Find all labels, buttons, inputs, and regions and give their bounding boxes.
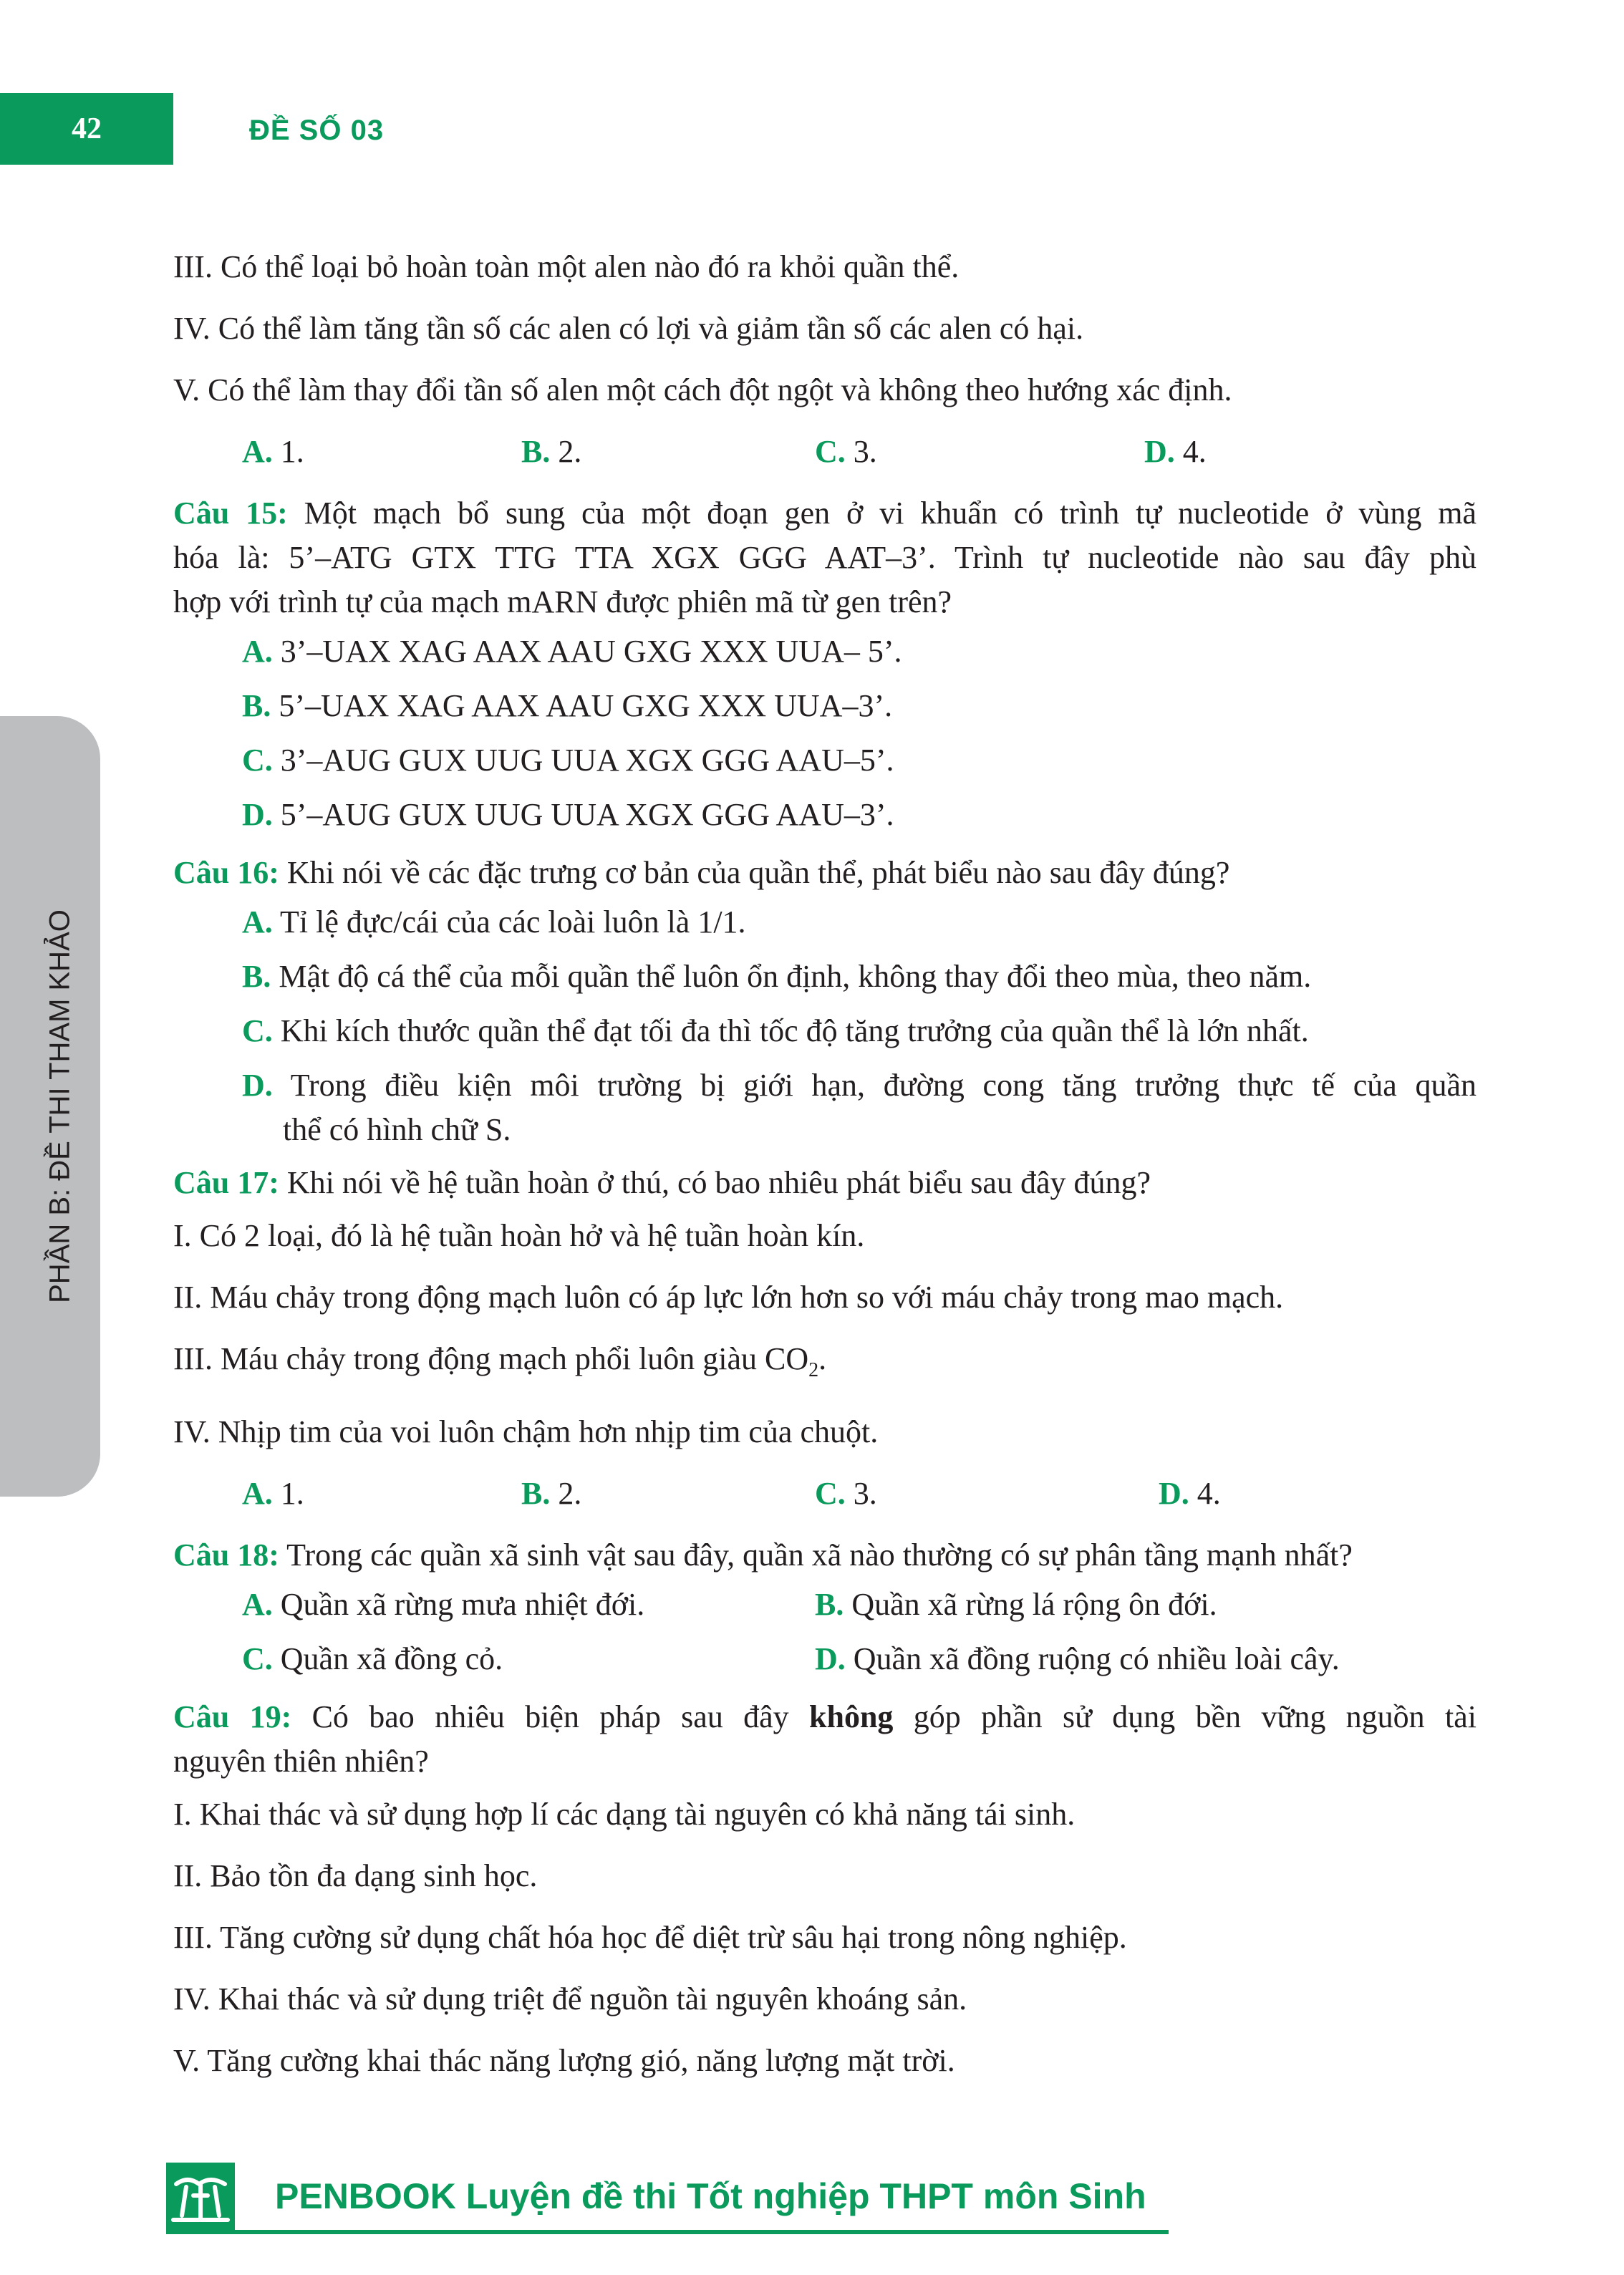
q19-statement-2: II. Bảo tồn đa dạng sinh học. [173, 1858, 538, 1893]
q18-option-b: B. Quần xã rừng lá rộng ôn đới. [815, 1586, 1217, 1622]
exam-title: ĐỀ SỐ 03 [249, 115, 385, 146]
q18-stem: Câu 18: Trong các quần xã sinh vật sau đây, quần xã nào thường có sự phân tầng mạnh nhất? [173, 1537, 1353, 1573]
q17-option-c: C. 3. [815, 1475, 877, 1511]
q16-option-d: D. Trong điều kiện môi trường bị giới hạn, đường cong tăng trưởng thực tế của quần thể có hình chữ S. [242, 1068, 1476, 1147]
q15-option-d: D. 5’–AUG GUX UUG UUA XGX GGG AAU–3’. [242, 797, 894, 832]
book-logo-icon [166, 2163, 235, 2231]
q14-option-d: D. 4. [1144, 434, 1207, 469]
q19-stem: Câu 19: Có bao nhiêu biện pháp sau đây không góp phần sử dụng bền vững nguồn tài nguyên thiên nhiên? [173, 1699, 1476, 1779]
q15-option-c: C. 3’–AUG GUX UUG UUA XGX GGG AAU–5’. [242, 743, 894, 778]
q17-statement-4: IV. Nhịp tim của voi luôn chậm hơn nhịp tim của chuột. [173, 1414, 879, 1449]
q14-option-a: A. 1. [242, 434, 304, 469]
q18-option-c: C. Quần xã đồng cỏ. [242, 1641, 503, 1676]
q18-options-row-1 [173, 1578, 1476, 1632]
q14-statement-4: IV. Có thể làm tăng tần số các alen có lợi và giảm tần số các alen có hại. [173, 311, 1084, 346]
q16-option-a: A. Tỉ lệ đực/cái của các loài luôn là 1/1. [242, 904, 746, 940]
q17-option-d: D. 4. [1159, 1475, 1221, 1511]
q14-statement-3: III. Có thể loại bỏ hoàn toàn một alen nào đó ra khỏi quần thể. [173, 249, 960, 284]
q17-options [173, 1463, 1476, 1525]
q14-option-b: B. 2. [521, 434, 582, 469]
q16-option-c: C. Khi kích thước quần thể đạt tối đa thì tốc độ tăng trưởng của quần thể là lớn nhất. [242, 1013, 1309, 1048]
q15-option-b: B. 5’–UAX XAG AAX AAU GXG XXX UUA–3’. [242, 688, 893, 723]
q17-option-b: B. 2. [521, 1475, 582, 1511]
q19-statement-5: V. Tăng cường khai thác năng lượng gió, năng lượng mặt trời. [173, 2042, 955, 2078]
footer-title: PENBOOK Luyện đề thi Tốt nghiệp THPT môn Sinh [275, 2176, 1146, 2216]
footer-rule [166, 2230, 1169, 2234]
q17-statement-3: III. Máu chảy trong động mạch phổi luôn giàu $CO_2$. [173, 1341, 827, 1381]
q18-option-d: D. Quần xã đồng ruộng có nhiều loài cây. [815, 1641, 1340, 1676]
q18-options-row-2 [173, 1632, 1476, 1686]
section-side-label: PHẦN B: ĐỀ THI THAM KHẢO [44, 909, 76, 1303]
q15-stem: Câu 15: Một mạch bổ sung của một đoạn gen ở vi khuẩn có trình tự nucleotide ở vùng mã hóa là: 5’–ATG GTX TTG TTA XGX GGG AAT–3’. Trình tự nucleotide nào sau đây phù hợp với trình tự của mạch mARN được phiên mã từ gen trên? [173, 496, 1476, 619]
q18-option-a: A. Quần xã rừng mưa nhiệt đới. [242, 1586, 645, 1622]
q19-statement-4: IV. Khai thác và sử dụng triệt để nguồn tài nguyên khoáng sản. [173, 1981, 967, 2016]
q17-statement-2: II. Máu chảy trong động mạch luôn có áp lực lớn hơn so với máu chảy trong mao mạch. [173, 1280, 1284, 1315]
q17-stem: Câu 17: Khi nói về hệ tuần hoàn ở thú, có bao nhiêu phát biểu sau đây đúng? [173, 1165, 1151, 1200]
q16-stem: Câu 16: Khi nói về các đặc trưng cơ bản của quần thể, phát biểu nào sau đây đúng? [173, 855, 1230, 890]
page-number: 42 [0, 93, 173, 165]
q19-statement-3: III. Tăng cường sử dụng chất hóa học để diệt trừ sâu hại trong nông nghiệp. [173, 1919, 1127, 1955]
q14-statement-5: V. Có thể làm thay đổi tần số alen một cách đột ngột và không theo hướng xác định. [173, 372, 1232, 407]
q17-statement-1: I. Có 2 loại, đó là hệ tuần hoàn hở và hệ tuần hoàn kín. [173, 1218, 865, 1253]
q16-option-b: B. Mật độ cá thể của mỗi quần thể luôn ổn định, không thay đổi theo mùa, theo năm. [242, 959, 1312, 994]
q15-option-a: A. 3’–UAX XAG AAX AAU GXG XXX UUA– 5’. [242, 634, 902, 669]
q19-statement-1: I. Khai thác và sử dụng hợp lí các dạng tài nguyên có khả năng tái sinh. [173, 1796, 1076, 1832]
page-content [173, 236, 1476, 2092]
q14-option-c: C. 3. [815, 434, 877, 469]
q17-option-a: A. 1. [242, 1475, 304, 1511]
q14-options [173, 421, 1476, 483]
